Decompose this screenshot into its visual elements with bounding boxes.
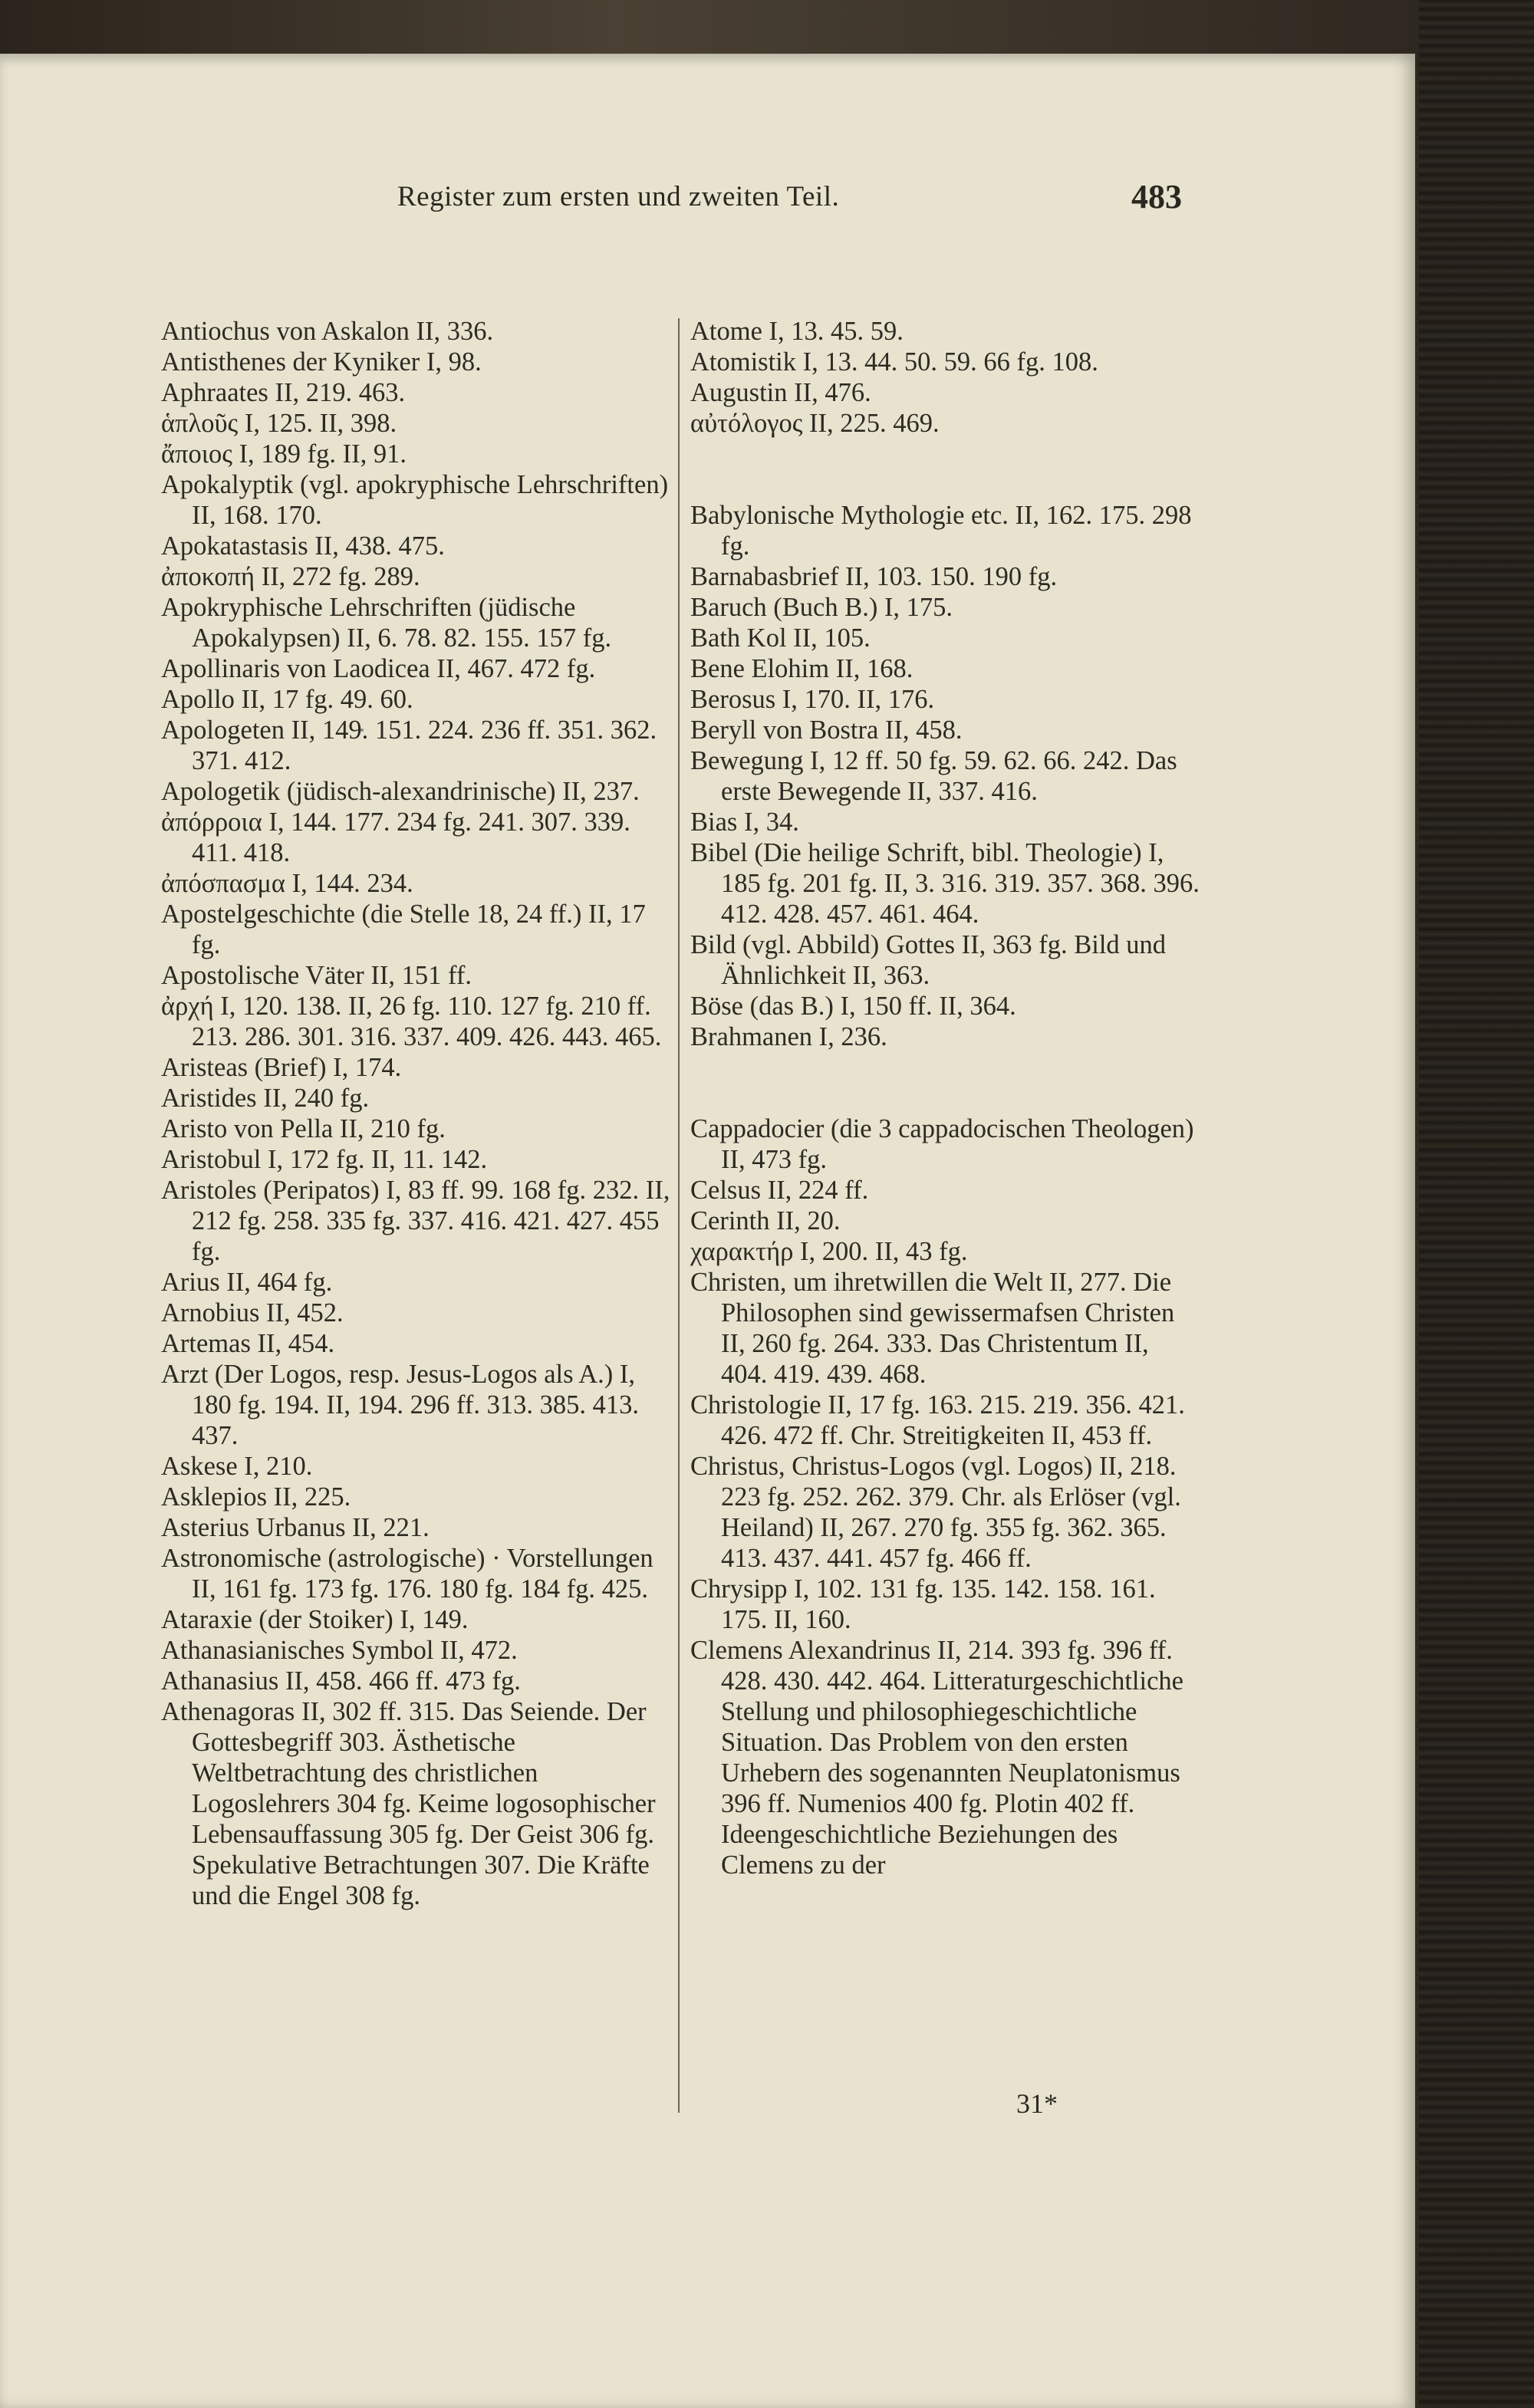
index-entry: Aphraates II, 219. 463. bbox=[161, 378, 406, 407]
index-entry: Bild (vgl. Abbild) Gottes II, 363 fg. Bild und Ähnlichkeit II, 363. bbox=[690, 930, 1167, 990]
index-entry: Athanasianisches Symbol II, 472. bbox=[161, 1636, 518, 1665]
index-entry: Clemens Alexandrinus II, 214. 393 fg. 396 ff. 428. 430. 442. 464. Litteraturgeschichtliche Stellung und philosophiegeschichtliche Situation. Das Problem von den ersten Urhebern des sogenannten Neuplatonismus 396 ff. Numenios 400 fg. Plotin 402 ff. Ideengeschichtliche Beziehungen des Clemens zu der bbox=[690, 1636, 1183, 1880]
index-entry: ἁπλοῦς I, 125. II, 398. bbox=[161, 409, 397, 438]
index-entry: Celsus II, 224 ff. bbox=[690, 1176, 869, 1205]
index-entry: Arius II, 464 fg. bbox=[161, 1268, 333, 1297]
index-entry: Aristoles (Peripatos) I, 83 ff. 99. 168 fg. 232. II, 212 fg. 258. 335 fg. 337. 416. 421. 427. 455 fg. bbox=[161, 1176, 670, 1266]
index-entry: Berosus I, 170. II, 176. bbox=[690, 685, 935, 714]
index-entry: ἀποκοπή II, 272 fg. 289. bbox=[161, 562, 420, 591]
index-entry: Antiochus von Askalon II, 336. bbox=[161, 317, 494, 346]
index-entry: Arzt (Der Logos, resp. Jesus-Logos als A.) I, 180 fg. 194. II, 194. 296 ff. 313. 385. 413. 437. bbox=[161, 1360, 639, 1450]
index-entry: Asklepios II, 225. bbox=[161, 1482, 351, 1512]
index-entry: Christus, Christus-Logos (vgl. Logos) II, 218. 223 fg. 252. 262. 379. Chr. als Erlöser (vgl. Heiland) II, 267. 270 fg. 355 fg. 362. 365. 413. 437. 441. 457 fg. 466 ff. bbox=[690, 1452, 1181, 1573]
index-entry: Bibel (Die heilige Schrift, bibl. Theologie) I, 185 fg. 201 fg. II, 3. 316. 319. 357. 368. 396. 412. 428. 457. 461. 464. bbox=[690, 838, 1200, 929]
index-entry: Astronomische (astrologische) · Vorstellungen II, 161 fg. 173 fg. 176. 180 fg. 184 fg. 425. bbox=[161, 1544, 653, 1604]
index-entry: Barnabasbrief II, 103. 150. 190 fg. bbox=[690, 562, 1058, 591]
index-entry: Ataraxie (der Stoiker) I, 149. bbox=[161, 1605, 469, 1634]
index-entry: Athanasius II, 458. 466 ff. 473 fg. bbox=[161, 1666, 521, 1696]
index-entry: Apollo II, 17 fg. 49. 60. bbox=[161, 685, 413, 714]
index-entry: ἄποιος I, 189 fg. II, 91. bbox=[161, 439, 407, 469]
index-entry: Apollinaris von Laodicea II, 467. 472 fg. bbox=[161, 654, 596, 683]
page-number: 483 bbox=[1131, 178, 1182, 215]
index-entry: Christen, um ihretwillen die Welt II, 277. Die Philosophen sind gewissermafsen Christen II, 260 fg. 264. 333. Das Christentum II, 404. 419. 439. 468. bbox=[690, 1268, 1175, 1389]
index-entry: Askese I, 210. bbox=[161, 1452, 313, 1481]
index-entry: Apologeten II, 149. 151. 224. 236 ff. 351. 362. 371. 412. bbox=[161, 715, 657, 775]
index-entry: Apologetik (jüdisch-alexandrinische) II, 237. bbox=[161, 777, 640, 806]
column-divider bbox=[678, 318, 680, 2113]
index-entry: Aristeas (Brief) I, 174. bbox=[161, 1053, 402, 1082]
index-entry: Asterius Urbanus II, 221. bbox=[161, 1513, 430, 1542]
right-column bbox=[690, 316, 1200, 1880]
index-entry: Athenagoras II, 302 ff. 315. Das Seiende. Der Gottesbegriff 303. Ästhetische Weltbetrachtung des christlichen Logoslehrers 304 fg. Keime logosophischer Lebensauffassung 305 fg. Der Geist 306 fg. Spekulative Betrachtungen 307. Die Kräfte und die Engel 308 fg. bbox=[161, 1697, 656, 1910]
index-entry: Arnobius II, 452. bbox=[161, 1298, 344, 1327]
index-entry: ἀπόρροια I, 144. 177. 234 fg. 241. 307. 339. 411. 418. bbox=[161, 808, 630, 867]
page-header bbox=[0, 180, 1415, 226]
index-entry: αὐτόλογος II, 225. 469. bbox=[690, 409, 940, 438]
index-entry: Beryll von Bostra II, 458. bbox=[690, 715, 963, 745]
index-entry: Atome I, 13. 45. 59. bbox=[690, 317, 904, 346]
index-entry: Babylonische Mythologie etc. II, 162. 175. 298 fg. bbox=[690, 501, 1192, 561]
left-column bbox=[161, 316, 671, 1911]
index-entry: Aristo von Pella II, 210 fg. bbox=[161, 1114, 446, 1143]
index-entry: Apostolische Väter II, 151 ff. bbox=[161, 961, 472, 990]
index-entry: ἀρχή I, 120. 138. II, 26 fg. 110. 127 fg. 210 ff. 213. 286. 301. 316. 337. 409. 426. 443. 465. bbox=[161, 992, 662, 1051]
running-head: Register zum ersten und zweiten Teil. bbox=[397, 181, 840, 212]
index-entry: Bene Elohim II, 168. bbox=[690, 654, 913, 683]
index-entry: ἀπόσπασμα I, 144. 234. bbox=[161, 869, 413, 898]
index-entry: Bewegung I, 12 ff. 50 fg. 59. 62. 66. 242. Das erste Bewegende II, 337. 416. bbox=[690, 746, 1177, 806]
index-entry: Apostelgeschichte (die Stelle 18, 24 ff.) II, 17 fg. bbox=[161, 900, 646, 959]
index-entry: Aristobul I, 172 fg. II, 11. 142. bbox=[161, 1145, 488, 1174]
index-entry: Apokalyptik (vgl. apokryphische Lehrschriften) II, 168. 170. bbox=[161, 470, 669, 530]
index-entry: Augustin II, 476. bbox=[690, 378, 871, 407]
index-entry: Brahmanen I, 236. bbox=[690, 1022, 887, 1051]
index-entry: Cerinth II, 20. bbox=[690, 1206, 841, 1235]
index-entry: Baruch (Buch B.) I, 175. bbox=[690, 593, 953, 622]
index-entry: Chrysipp I, 102. 131 fg. 135. 142. 158. 161. 175. II, 160. bbox=[690, 1574, 1156, 1634]
index-entry: Antisthenes der Kyniker I, 98. bbox=[161, 347, 482, 377]
index-entry: Cappadocier (die 3 cappadocischen Theologen) II, 473 fg. bbox=[690, 1114, 1194, 1174]
index-entry: Aristides II, 240 fg. bbox=[161, 1084, 370, 1113]
index-entry: Artemas II, 454. bbox=[161, 1329, 335, 1358]
index-entry: Böse (das B.) I, 150 ff. II, 364. bbox=[690, 992, 1016, 1021]
index-entry: Bias I, 34. bbox=[690, 808, 799, 837]
index-entry: Bath Kol II, 105. bbox=[690, 623, 871, 653]
book-cover-edge bbox=[1419, 0, 1534, 2408]
index-entry: χαρακτήρ I, 200. II, 43 fg. bbox=[690, 1237, 968, 1266]
index-entry: Atomistik I, 13. 44. 50. 59. 66 fg. 108. bbox=[690, 347, 1098, 377]
signature-mark: 31* bbox=[1016, 2088, 1058, 2119]
index-entry: Apokryphische Lehrschriften (jüdische Apokalypsen) II, 6. 78. 82. 155. 157 fg. bbox=[161, 593, 612, 653]
index-entry: Apokatastasis II, 438. 475. bbox=[161, 531, 445, 561]
index-entry: Christologie II, 17 fg. 163. 215. 219. 356. 421. 426. 472 ff. Chr. Streitigkeiten II, 453 ff. bbox=[690, 1390, 1185, 1450]
